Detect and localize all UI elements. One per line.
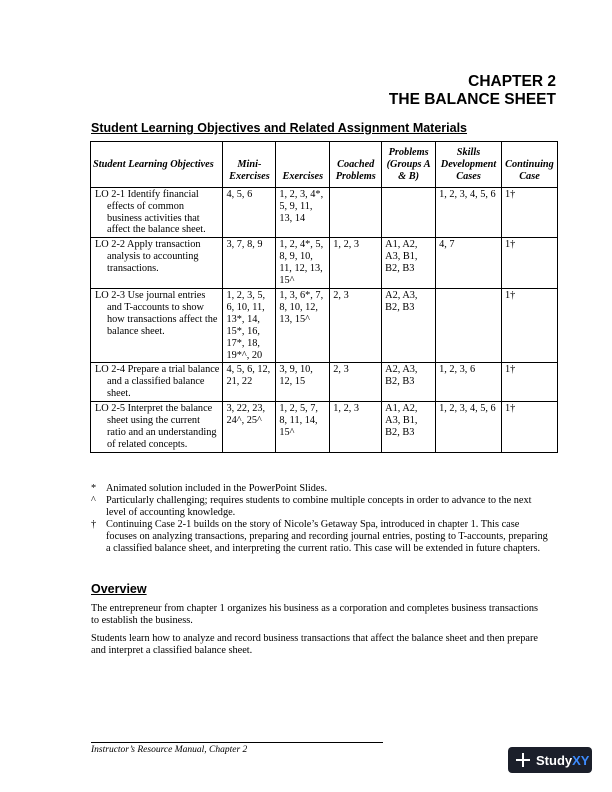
- overview-paragraph: The entrepreneur from chapter 1 organizes his business as a corporation and completes business transactions to establish the business.: [91, 603, 539, 626]
- table-cell: A1, A2, A3, B1, B2, B3: [382, 402, 436, 453]
- col-header: Problems (Groups A & B): [382, 142, 436, 188]
- note-symbol: *: [91, 483, 97, 494]
- table-cell: 1, 2, 5, 7, 8, 11, 14, 15^: [276, 402, 330, 453]
- badge-brand-accent: XY: [572, 752, 590, 768]
- table-cell: [91, 238, 223, 289]
- table-cell: 3, 22, 23, 24^, 25^: [223, 402, 276, 453]
- table-cell: 4, 5, 6, 12, 21, 22: [223, 363, 276, 402]
- table-cell: 1, 2, 3: [330, 402, 382, 453]
- note-animated: [91, 483, 551, 495]
- table-cell: 1, 2, 3, 5, 6, 10, 11, 13*, 14, 15*, 16, 17*, 18, 19*^, 20: [223, 288, 276, 362]
- table-row: [91, 363, 558, 402]
- chapter-title: THE BALANCE SHEET: [388, 91, 556, 108]
- note-continuing-case: [91, 519, 551, 555]
- objective-text: LO 2-2 Apply transaction analysis to accounting transactions.: [95, 239, 201, 275]
- table-cell: 1, 2, 3, 4, 5, 6: [436, 402, 502, 453]
- table-cell: 1†: [501, 187, 557, 238]
- table-cell: 1†: [501, 363, 557, 402]
- table-cell: 1†: [501, 288, 557, 362]
- col-header: Coached Problems: [330, 142, 382, 188]
- table-cell: 1, 2, 3: [330, 238, 382, 289]
- objective-text: LO 2-4 Prepare a trial balance and a classified balance sheet.: [95, 364, 220, 400]
- table-cell: [91, 363, 223, 402]
- table-cell: 2, 3: [330, 288, 382, 362]
- table-cell: 1, 2, 3, 4*, 5, 9, 11, 13, 14: [276, 187, 330, 238]
- note-challenging: [91, 495, 551, 519]
- table-cell: [436, 288, 502, 362]
- col-header: Continuing Case: [501, 142, 557, 188]
- col-header: Student Learning Objectives: [93, 158, 214, 170]
- note-symbol: †: [91, 519, 97, 530]
- col-header: Exercises: [276, 142, 330, 188]
- table-cell: [382, 187, 436, 238]
- table-cell: 1, 2, 4*, 5, 8, 9, 10, 11, 12, 13, 15^: [276, 238, 330, 289]
- table-cell: [330, 187, 382, 238]
- table-cell: 4, 7: [436, 238, 502, 289]
- table-cell: 1†: [501, 402, 557, 453]
- table-cell: 2, 3: [330, 363, 382, 402]
- table-cell: 3, 7, 8, 9: [223, 238, 276, 289]
- table-cell: 1†: [501, 238, 557, 289]
- table-cell: 4, 5, 6: [223, 187, 276, 238]
- table-row: [91, 187, 558, 238]
- chapter-heading: [389, 73, 556, 109]
- table-cell: 1, 3, 6*, 7, 8, 10, 12, 13, 15^: [276, 288, 330, 362]
- col-header: Skills Development Cases: [436, 142, 502, 188]
- footer-divider: [91, 742, 383, 743]
- table-cell: A2, A3, B2, B3: [382, 363, 436, 402]
- footer-text: Instructor’s Resource Manual, Chapter 2: [91, 745, 248, 755]
- objective-text: LO 2-5 Interpret the balance sheet using the current ratio and an understanding of related concepts.: [95, 403, 217, 450]
- note-text: Animated solution included in the PowerPoint Slides.: [106, 483, 328, 494]
- table-row: [91, 402, 558, 453]
- note-text: Particularly challenging; requires students to combine multiple concepts in order to advance to the next level of accounting knowledge.: [106, 495, 532, 518]
- overview-paragraph: Students learn how to analyze and record business transactions that affect the balance sheet and then prepare and interpret a classified balance sheet.: [91, 633, 538, 656]
- table-cell: 1, 2, 3, 6: [436, 363, 502, 402]
- table-cell: 1, 2, 3, 4, 5, 6: [436, 187, 502, 238]
- note-symbol: ^: [91, 495, 96, 506]
- overview-title: Overview: [91, 582, 147, 596]
- table-header-row: [91, 142, 558, 188]
- table-cell: A2, A3, B2, B3: [382, 288, 436, 362]
- table-notes: [91, 483, 551, 555]
- section-title: Student Learning Objectives and Related Assignment Materials: [91, 121, 468, 135]
- table-row: [91, 238, 558, 289]
- note-text: Continuing Case 2-1 builds on the story of Nicole’s Getaway Spa, introduced in chapter 1. This case focuses on analyzing transactions, preparing and recording journal entries, posting to T-accounts, preparing a classified balance sheet, and interpreting the current ratio. This case will be extended in future chapters.: [106, 519, 548, 554]
- badge-brand: Study: [536, 752, 573, 768]
- table-cell: [91, 288, 223, 362]
- plus-icon: [516, 753, 530, 767]
- table-cell: [91, 187, 223, 238]
- table-cell: 3, 9, 10, 12, 15: [276, 363, 330, 402]
- chapter-number: CHAPTER 2: [468, 73, 556, 90]
- learning-objectives-table: [90, 141, 558, 453]
- table-cell: [91, 402, 223, 453]
- studyxy-badge[interactable]: [508, 747, 592, 773]
- table-row: [91, 288, 558, 362]
- col-header: Mini-Exercises: [223, 142, 276, 188]
- table-cell: A1, A2, A3, B1, B2, B3: [382, 238, 436, 289]
- objective-text: LO 2-3 Use journal entries and T-accounts to show how transactions affect the balance sheet.: [95, 289, 218, 337]
- objective-text: LO 2-1 Identify financial effects of common business activities that affect the balance sheet.: [95, 188, 206, 236]
